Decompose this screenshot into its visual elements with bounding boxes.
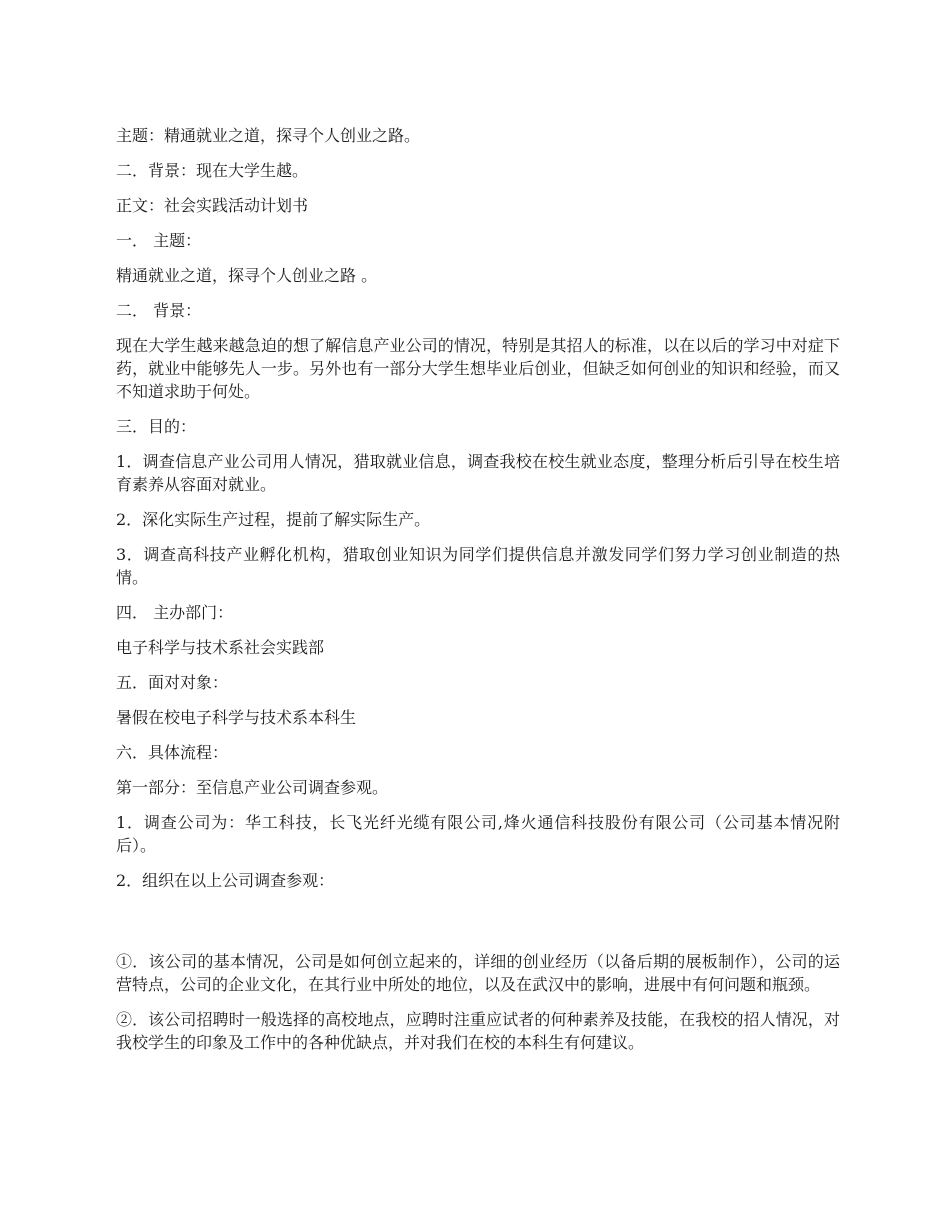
heading-purpose: 三．目的： [116, 417, 197, 436]
heading-audience: 五．面对对象： [116, 673, 229, 692]
paragraph-theme: 精通就业之道，探寻个人创业之路 。 [116, 266, 378, 285]
purpose-item-2: 2．深化实际生产过程，提前了解实际生产。 [116, 510, 431, 529]
paragraph-audience: 暑假在校电子科学与技术系本科生 [116, 708, 357, 727]
purpose-item-1: 1．调查信息产业公司用人情况，猎取就业信息，调查我校在校生就业态度，整理分析后引导在校生培育素养从容面对就业。 [116, 452, 840, 494]
purpose-item-3: 3．调查高科技产业孵化机构，猎取创业知识为同学们提供信息并激发同学们努力学习创业制造的热情。 [116, 545, 840, 587]
heading-background: 二． 背景： [116, 301, 202, 320]
document-body [116, 124, 840, 1066]
process-subitem-2: ②．该公司招聘时一般选择的高校地点，应聘时注重应试者的何种素养及技能，在我校的招人情况，对我校学生的印象及工作中的各种优缺点，并对我们在校的本科生有何建议。 [116, 1010, 840, 1052]
process-subitem-1: ①．该公司的基本情况，公司是如何创立起来的，详细的创业经历（以备后期的展板制作），公司的运营特点，公司的企业文化，在其行业中所处的地位，以及在武汉中的影响，进展中有何问题和瓶颈。 [116, 952, 840, 994]
paragraph-theme-summary: 主题：精通就业之道，探寻个人创业之路。 [116, 126, 421, 145]
paragraph-main-title: 正文：社会实践活动计划书 [116, 196, 309, 215]
process-item-1: 1．调查公司为：华工科技，长飞光纤光缆有限公司,烽火通信科技股份有限公司（公司基本情况附后）。 [116, 813, 840, 855]
paragraph-organizer: 电子科学与技术系社会实践部 [116, 638, 325, 657]
process-part-1: 第一部分：至信息产业公司调查参观。 [116, 778, 389, 797]
heading-theme: 一． 主题： [116, 231, 202, 250]
heading-organizer: 四． 主办部门： [116, 603, 234, 622]
paragraph-background-summary: 二．背景：现在大学生越。 [116, 161, 309, 180]
process-item-2: 2．组织在以上公司调查参观： [116, 871, 335, 890]
heading-process: 六．具体流程： [116, 743, 229, 762]
blank-spacer [116, 904, 840, 950]
paragraph-background: 现在大学生越来越急迫的想了解信息产业公司的情况，特别是其招人的标准，以在以后的学习中对症下药，就业中能够先人一步。另外也有一部分大学生想毕业后创业，但缺乏如何创业的知识和经验，而又不知道求助于何处。 [116, 336, 840, 401]
